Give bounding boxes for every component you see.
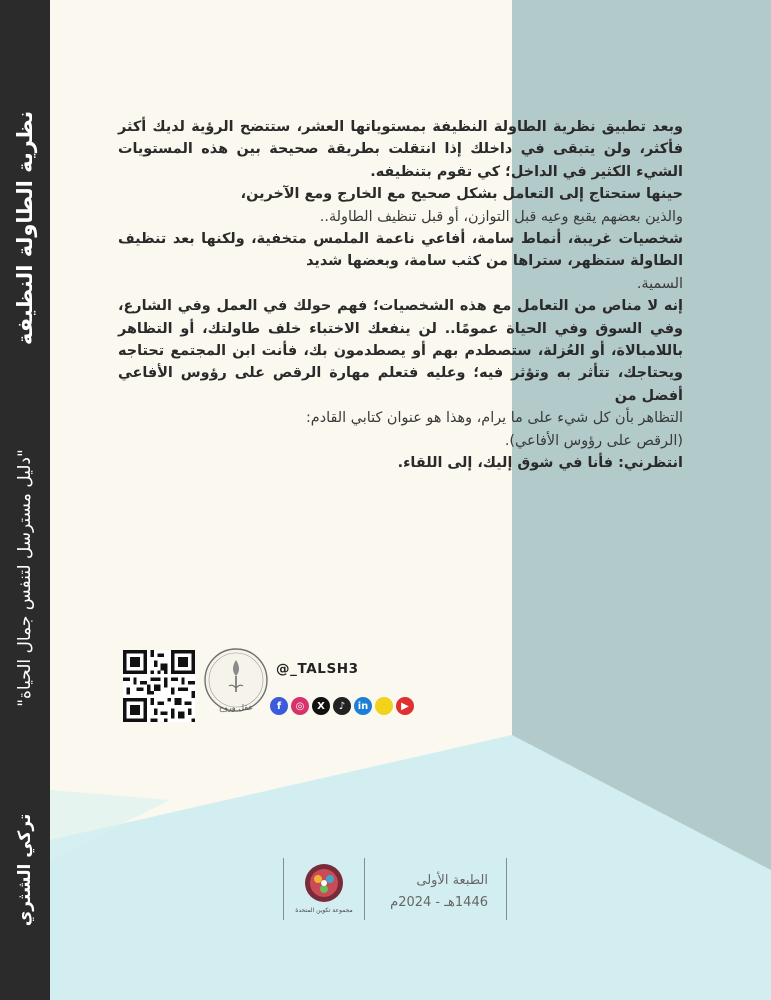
paragraph-1: وبعد تطبيق نظرية الطاولة النظيفة بمستوياتها العشر، ستتضح الرؤية لديك أكثر فأكثر، ولن يتبقى في داخلك إذا انتقلت بطريقة صحيحة بين هذه المستويات الشيء الكثير في الداخل؛ كي تقوم بتنظيفه.	[118, 119, 683, 180]
publisher-name: مجموعة تكوين المتحدة	[295, 907, 353, 914]
paragraph-3: شخصيات غريبة، أنماط سامة، أفاعي ناعمة الملمس متخفية، ولكنها بعد تنظيف الطاولة ستظهر، ستراها من كثب سامة، وبعضها شديد	[118, 231, 683, 270]
tiktok-icon[interactable]: ♪	[333, 697, 351, 715]
paragraph-2b: والذين بعضهم يقبع وعيه قبل التوازن، أو قبل تنظيف الطاولة..	[319, 208, 683, 225]
paragraph-5: انتظرني: فأنا في شوق إليك، إلى اللقاء.	[397, 455, 683, 472]
social-handle[interactable]: @_TALSH3	[276, 661, 359, 677]
spine-subtitle: "دليل مسترسل لتنفس جمال الحياة"	[15, 449, 35, 707]
publisher-divider-middle	[364, 858, 365, 920]
edition-info	[370, 870, 488, 914]
linkedin-icon[interactable]: in	[354, 697, 372, 715]
snapchat-icon[interactable]: ●	[375, 697, 393, 715]
paragraph-2: حينها ستحتاج إلى التعامل بشكل صحيح مع الخارج ومع الآخرين،	[240, 186, 683, 203]
x-icon[interactable]: X	[312, 697, 330, 715]
book-spine	[0, 0, 50, 1000]
edition-label: الطبعة الأولى	[416, 873, 488, 888]
paragraph-3b: السمية.	[636, 275, 683, 292]
youtube-icon[interactable]: ▶	[396, 697, 414, 715]
brand-seal-caption: عقل وروح	[218, 703, 254, 712]
publisher-logo	[303, 862, 345, 904]
edition-date: 1446هـ - 2024م	[390, 895, 488, 910]
instagram-icon[interactable]: ◎	[291, 697, 309, 715]
paragraph-4b: التظاهر بأن كل شيء على ما يرام، وهذا هو عنوان كتابي القادم:	[305, 410, 683, 427]
publisher-divider-left	[283, 858, 284, 920]
spine-title: نظرية الطاولة النظيفة	[13, 110, 37, 346]
paragraph-4: إنه لا مناص من التعامل مع هذه الشخصيات؛ فهم حولك في العمل وفي الشارع، وفي السوق وفي الحياة عمومًا.. لن ينفعك الاختباء خلف طاولتك، أو التظاهر باللامبالاة، أو العُزلة، ستصطدم بهم أو يصطدمون بك، فأنت ابن المجتمع تحتاجه ويحتاجك، تتأثر به وتؤثر فيه؛ وعليه فتعلم مهارة الرقص على رؤوس الأفاعي أفضل من	[118, 298, 683, 404]
publisher-divider-right	[506, 858, 507, 920]
paragraph-4c: (الرقص على رؤوس الأفاعي).	[504, 432, 683, 449]
back-cover-text	[118, 116, 683, 475]
facebook-icon[interactable]: f	[270, 697, 288, 715]
qr-code[interactable]	[123, 650, 195, 722]
social-icons	[270, 697, 414, 721]
spine-author: تركي الشثري	[15, 813, 35, 927]
